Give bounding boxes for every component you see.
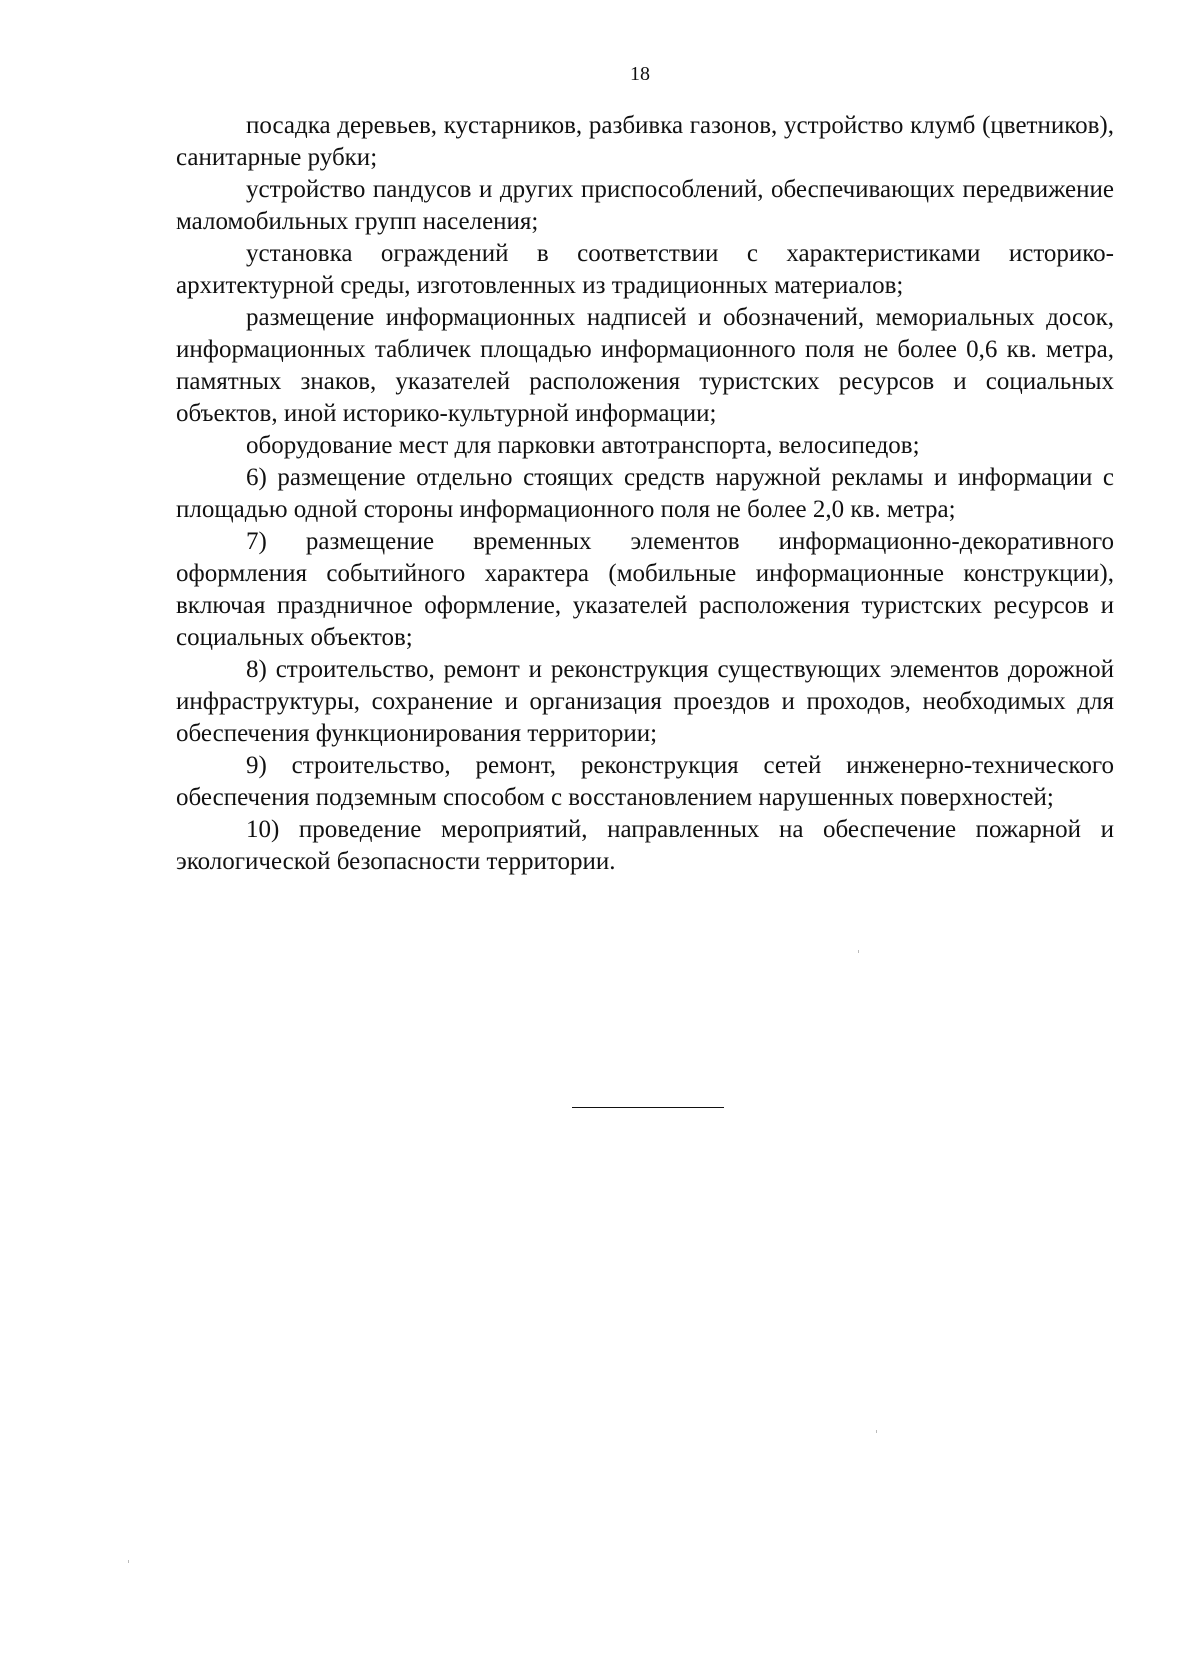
paragraph-parking: оборудование мест для парковки автотранспорта, велосипедов; — [246, 432, 920, 459]
page-number: 18 — [630, 63, 650, 85]
paragraph-fences: установка ограждений в соответствии с характеристиками историко-архитектурной среды, изготовленных из традиционных материалов; — [176, 240, 1114, 299]
paragraph-item-10: 10) проведение мероприятий, направленных на обеспечение пожарной и экологической безопасности территории. — [176, 816, 1114, 875]
scan-speck — [858, 950, 859, 953]
closing-rule — [572, 1107, 724, 1108]
document-body — [176, 110, 1114, 878]
paragraph-ramps: устройство пандусов и других приспособлений, обеспечивающих передвижение маломобильных групп населения; — [176, 176, 1114, 235]
scan-speck — [128, 1560, 129, 1563]
scan-speck — [876, 1430, 877, 1433]
paragraph-item-6: 6) размещение отдельно стоящих средств наружной рекламы и информации с площадью одной стороны информационного поля не более 2,0 кв. метра; — [176, 464, 1114, 523]
paragraph-item-9: 9) строительство, ремонт, реконструкция сетей инженерно-технического обеспечения подземным способом с восстановлением нарушенных поверхностей; — [176, 752, 1114, 811]
paragraph-item-7: 7) размещение временных элементов информационно-декоративного оформления событийного характера (мобильные информационные конструкции), включая праздничное оформление, указателей расположения туристских ресурсов и социальных объектов; — [176, 528, 1114, 651]
paragraph-planting: посадка деревьев, кустарников, разбивка газонов, устройство клумб (цветников), санитарные рубки; — [176, 112, 1114, 171]
paragraph-item-8: 8) строительство, ремонт и реконструкция существующих элементов дорожной инфраструктуры, сохранение и организация проездов и проходов, необходимых для обеспечения функционирования территории; — [176, 656, 1114, 747]
paragraph-information-signs: размещение информационных надписей и обозначений, мемориальных досок, информационных табличек площадью информационного поля не более 0,6 кв. метра, памятных знаков, указателей расположения туристских ресурсов и социальных объектов, иной историко-культурной информации; — [176, 304, 1114, 427]
